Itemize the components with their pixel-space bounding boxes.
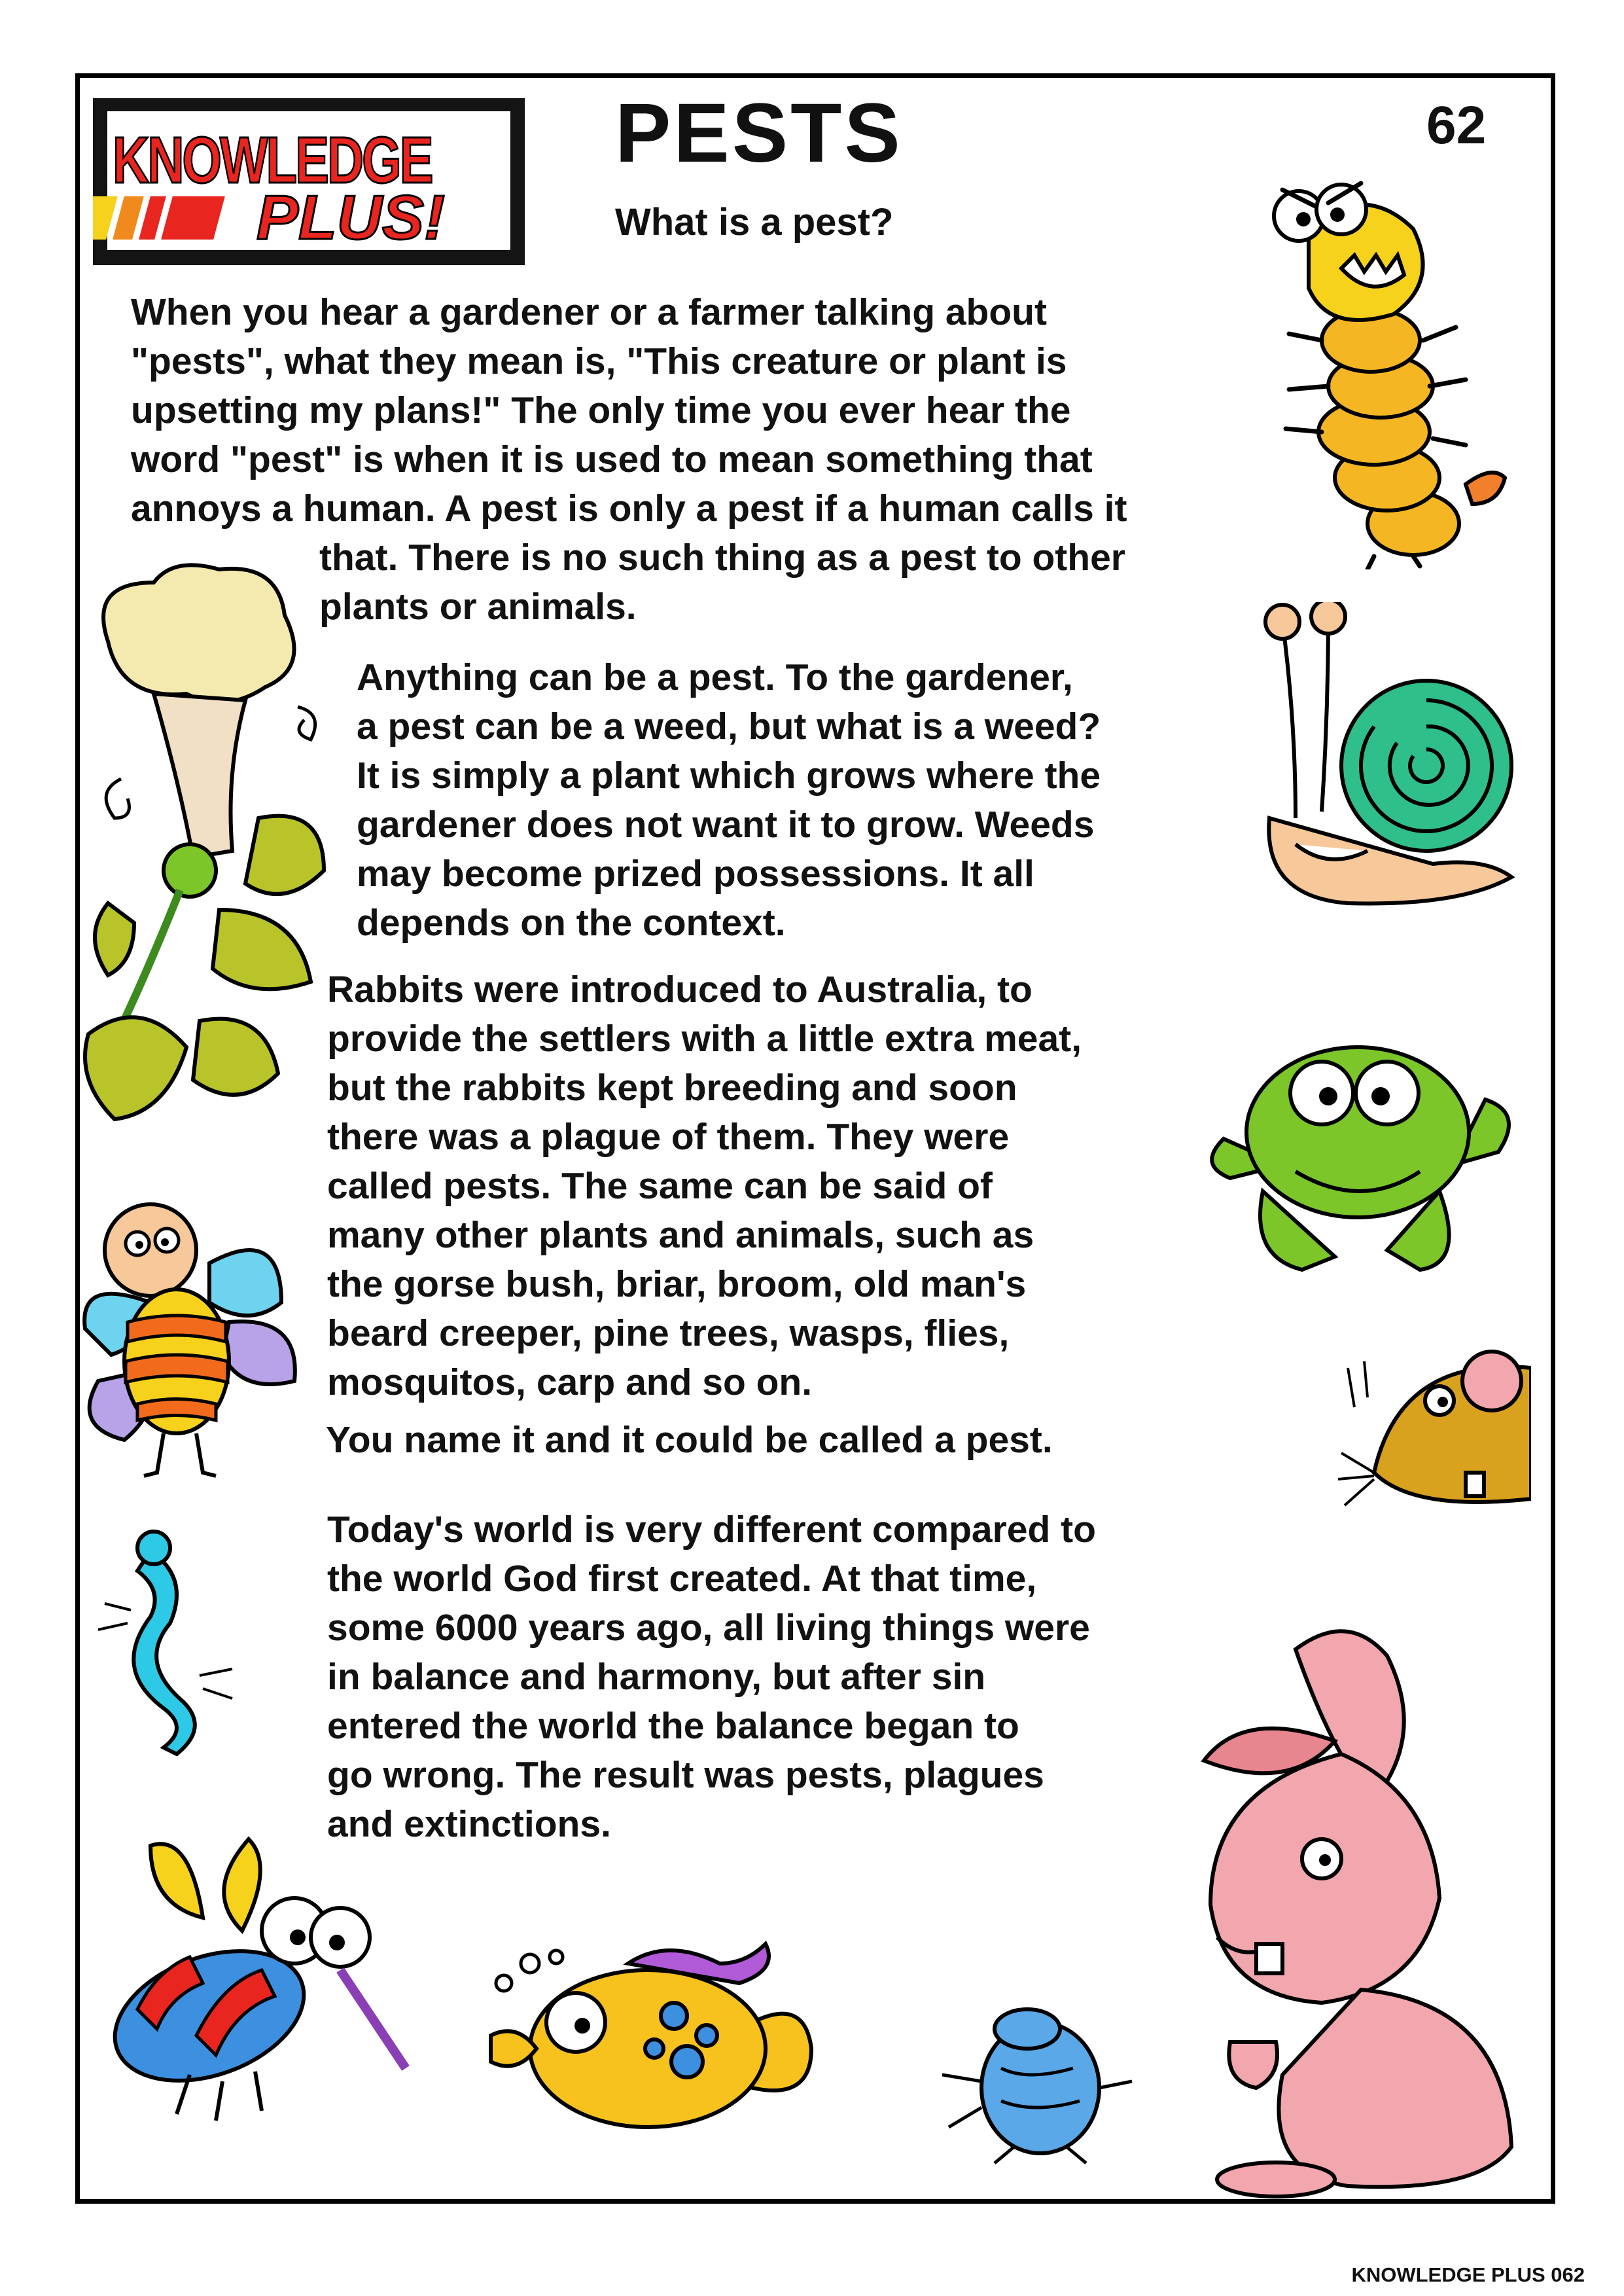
weed-flower-illustration (82, 563, 337, 1139)
paragraph-3-tail: You name it and it could be called a pest. (326, 1419, 1053, 1461)
paragraph-2: Anything can be a pest. To the gardener, a pest can be a weed, but what is a weed? It is simply a plant which grows where the gardener does not want it to grow. Weeds may become prized possessions. It all depends on the context. (357, 656, 1101, 944)
subtitle: What is a pest? (615, 201, 894, 243)
knowledge-plus-logo (93, 98, 525, 265)
fish-illustration (478, 1937, 818, 2153)
page-number: 62 (1426, 96, 1487, 155)
paragraph-3: Rabbits were introduced to Australia, to provide the settlers with a little extra meat, but the rabbits kept breeding and soon there was a plague of them. They were called pests. The same can be said of many other plants and animals, such as the gorse bush, briar, broom, old man's beard creeper, pine trees, wasps, flies, mosquitos, carp and so on. (327, 969, 1082, 1403)
logo-line2: PLUS! (256, 183, 445, 253)
footer-label: KNOWLEDGE PLUS 062 (1351, 2263, 1585, 2286)
beetle-illustration (942, 1990, 1139, 2166)
centipede-illustration (1256, 170, 1518, 569)
worm-illustration (92, 1525, 249, 1761)
page-title: PESTS (615, 86, 903, 180)
mosquito-illustration (98, 1826, 412, 2134)
rabbit-illustration (1191, 1623, 1531, 2199)
paragraph-1-continued: that. There is no such thing as a pest to other plants or animals. (319, 537, 1125, 628)
rat-illustration (1335, 1342, 1531, 1538)
snail-illustration (1256, 602, 1518, 916)
paragraph-1: When you hear a gardener or a farmer talking about "pests", what they mean is, "This creature or plant is upsetting my plans!" The only time you ever hear the word "pest" is when it is used to mean something that annoys a human. A pest is only a pest if a human calls it (131, 291, 1127, 529)
bee-illustration (79, 1191, 308, 1479)
paragraph-4: Today's world is very different compared to the world God first created. At that time, some 6000 years ago, all living things were in balance and harmony, but after sin entered the world the balance began to go wrong. The result was pests, plagues and extinctions. (327, 1509, 1096, 1845)
logo-line1: KNOWLEDGE (113, 124, 432, 197)
frog-illustration (1197, 1021, 1518, 1283)
